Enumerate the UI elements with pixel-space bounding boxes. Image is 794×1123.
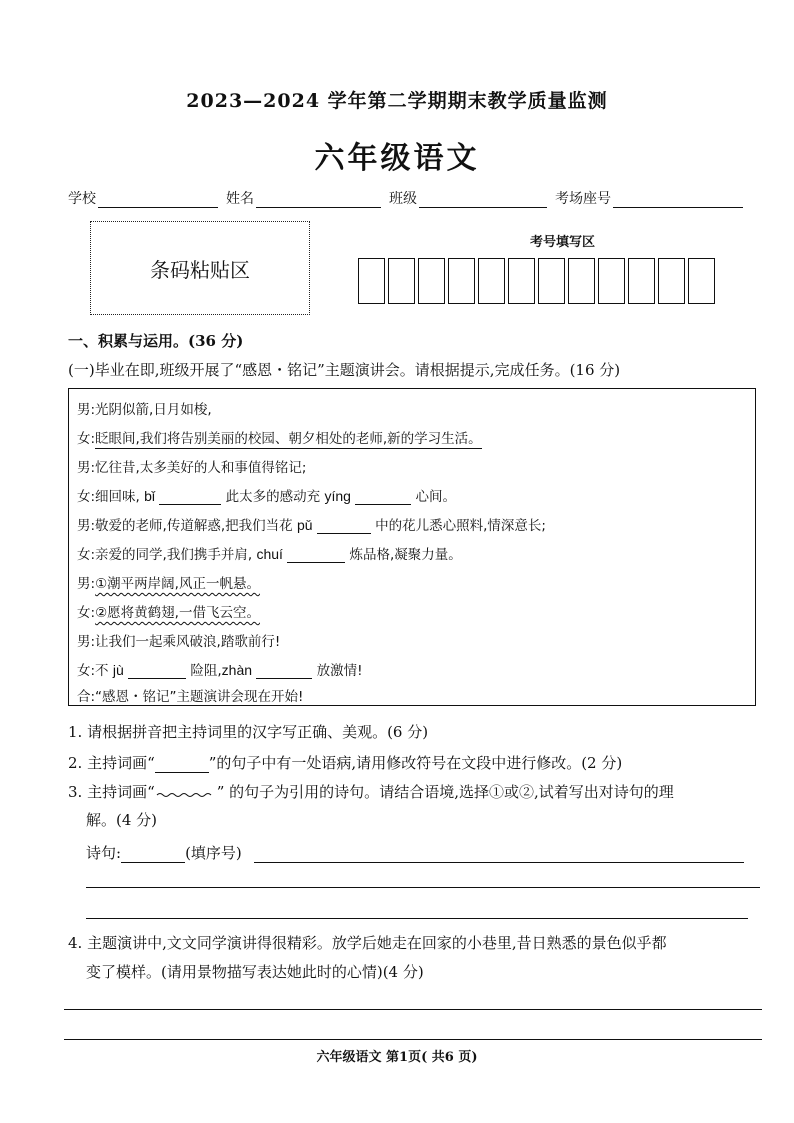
exam-number-boxes bbox=[358, 258, 715, 304]
exam-number-cell[interactable] bbox=[418, 258, 445, 304]
exam-number-cell[interactable] bbox=[538, 258, 565, 304]
answer-blank-4[interactable] bbox=[287, 548, 345, 563]
poem-understanding-line[interactable] bbox=[254, 848, 744, 863]
barcode-area bbox=[90, 221, 310, 315]
underlined-sentence: 眨眼间,我们将告别美丽的校园、朝夕相处的老师,新的学习生活。 bbox=[95, 431, 482, 447]
exam-number-cell[interactable] bbox=[688, 258, 715, 304]
dialog-line-5: 男:敬爱的老师,传道解惑,把我们当花 pǔ 中的花儿悉心照料,情深意长; bbox=[77, 517, 546, 534]
answer-line[interactable] bbox=[64, 1039, 762, 1040]
poem-choice-row: 诗句: (填序号) bbox=[86, 842, 744, 863]
question-3: 3. 主持词画“ ” 的句子为引用的诗句。请结合语境,选择①或②,试着写出对诗句的理 bbox=[68, 783, 674, 801]
wavy-poem-1: ①潮平两岸阔,风正一帆悬。 bbox=[95, 576, 260, 592]
school-field[interactable] bbox=[98, 191, 218, 208]
pinyin-4: chuí bbox=[256, 546, 283, 562]
dialog-line-2: 女:眨眼间,我们将告别美丽的校园、朝夕相处的老师,新的学习生活。 bbox=[77, 431, 482, 447]
dialog-line-1: 男:光阴似箭,日月如梭, bbox=[77, 402, 212, 418]
exam-number-cell[interactable] bbox=[508, 258, 535, 304]
name-label: 姓名 bbox=[226, 191, 254, 207]
page-footer: 六年级语文 第1页( 共6 页) bbox=[316, 1050, 478, 1065]
exam-number-cell[interactable] bbox=[388, 258, 415, 304]
seat-label: 考场座号 bbox=[555, 191, 611, 207]
seat-field[interactable] bbox=[613, 191, 743, 208]
answer-blank-3[interactable] bbox=[317, 519, 371, 534]
name-field[interactable] bbox=[256, 191, 381, 208]
answer-line[interactable] bbox=[86, 887, 760, 888]
exam-number-cell[interactable] bbox=[448, 258, 475, 304]
answer-blank-5[interactable] bbox=[128, 664, 186, 679]
question-2: 2. 主持词画“ ”的句子中有一处语病,请用修改符号在文段中进行修改。(2 分) bbox=[68, 754, 623, 772]
dialog-line-7: 男:①潮平两岸阔,风正一帆悬。 bbox=[77, 576, 260, 592]
poem-choice-blank[interactable] bbox=[121, 848, 185, 863]
answer-blank-2[interactable] bbox=[355, 490, 411, 505]
exam-number-cell[interactable] bbox=[568, 258, 595, 304]
class-field[interactable] bbox=[419, 191, 547, 208]
exam-number-cell[interactable] bbox=[358, 258, 385, 304]
pinyin-3: pǔ bbox=[296, 517, 313, 533]
exam-number-cell[interactable] bbox=[628, 258, 655, 304]
answer-line[interactable] bbox=[64, 1009, 762, 1010]
class-label: 班级 bbox=[389, 191, 417, 207]
barcode-label: 条码粘贴区 bbox=[150, 257, 250, 282]
school-label: 学校 bbox=[68, 191, 96, 207]
dialog-line-8: 女:②愿将黄鹤翅,一借飞云空。 bbox=[77, 605, 260, 621]
dialog-line-9: 男:让我们一起乘风破浪,踏歌前行! bbox=[77, 634, 281, 650]
exam-number-cell[interactable] bbox=[478, 258, 505, 304]
dialog-line-11: 合:“感恩・铭记”主题演讲会现在开始! bbox=[77, 689, 304, 705]
exam-number-cell[interactable] bbox=[598, 258, 625, 304]
pinyin-6: zhàn bbox=[221, 662, 253, 678]
question-3-cont: 解。(4 分) bbox=[86, 811, 158, 829]
dialog-line-10: 女:不 jù 险阻,zhàn 放激情! bbox=[77, 662, 363, 679]
student-info-row bbox=[68, 188, 756, 208]
answer-blank-1[interactable] bbox=[159, 490, 221, 505]
section-1-title: 一、积累与运用。(36 分) bbox=[68, 332, 244, 350]
dialog-line-6: 女:亲爱的同学,我们携手并肩, chuí 炼品格,凝聚力量。 bbox=[77, 546, 462, 563]
straight-line-sample bbox=[155, 759, 209, 773]
exam-subtitle: 六年级语文 bbox=[314, 141, 480, 176]
question-4: 4. 主题演讲中,文文同学演讲得很精彩。放学后她走在回家的小巷里,昔日熟悉的景色似乎都 bbox=[68, 934, 667, 952]
question-1: 1. 请根据拼音把主持词里的汉字写正确、美观。(6 分) bbox=[68, 723, 429, 741]
wavy-line-sample bbox=[155, 784, 217, 802]
answer-line[interactable] bbox=[86, 918, 748, 919]
dialog-line-4: 女:细回味, bǐ 此太多的感动充 yíng 心间。 bbox=[77, 488, 456, 505]
pinyin-2: yíng bbox=[324, 488, 351, 504]
exam-title: 2023—2024 学年第二学期期末教学质量监测 bbox=[186, 90, 608, 112]
exam-number-cell[interactable] bbox=[658, 258, 685, 304]
exam-number-label: 考号填写区 bbox=[530, 235, 596, 250]
question-4-cont: 变了模样。(请用景物描写表达她此时的心情)(4 分) bbox=[86, 963, 424, 981]
host-dialogue-box bbox=[68, 388, 756, 706]
dialog-line-3: 男:忆往昔,太多美好的人和事值得铭记; bbox=[77, 460, 307, 476]
pinyin-5: jù bbox=[112, 662, 124, 678]
pinyin-1: bǐ bbox=[144, 488, 156, 504]
section-1-sub: (一)毕业在即,班级开展了“感恩・铭记”主题演讲会。请根据提示,完成任务。(16 分) bbox=[68, 361, 621, 379]
wavy-poem-2: ②愿将黄鹤翅,一借飞云空。 bbox=[95, 605, 260, 621]
answer-blank-6[interactable] bbox=[256, 664, 312, 679]
